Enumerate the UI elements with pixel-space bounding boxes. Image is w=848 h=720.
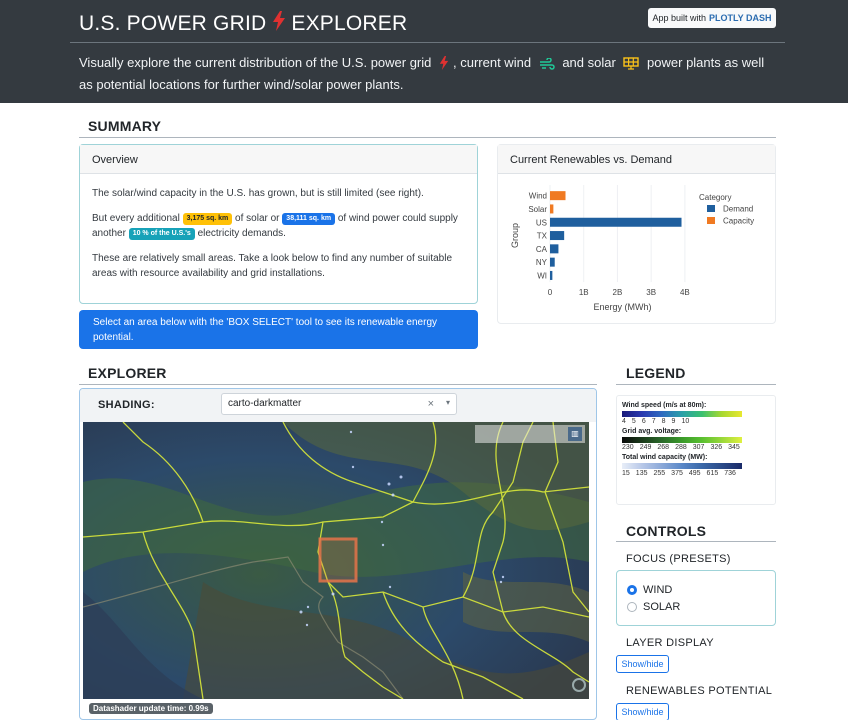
- radio-unselected-icon[interactable]: [627, 602, 637, 612]
- voltage-legend-title: Grid avg. voltage:: [622, 428, 682, 435]
- focus-option-solar[interactable]: [627, 598, 765, 615]
- p2-text-c: of wind power could supply another: [92, 213, 458, 239]
- p2-text-b: of solar or: [235, 213, 280, 224]
- chart-x-tick-label: 1B: [578, 288, 589, 298]
- voltage-tick: 307: [692, 444, 705, 451]
- wind-capacity-ticks: [622, 470, 770, 477]
- renewables-potential-toggle-button[interactable]: Show/hide: [616, 703, 669, 720]
- wind-capacity-legend-title: Total wind capacity (MW):: [622, 454, 708, 461]
- wind-speed-tick: 9: [671, 418, 676, 425]
- app-title-text: U.S. POWER GRID: [79, 12, 267, 35]
- shading-select-value: carto-darkmatter: [228, 398, 302, 409]
- lightning-bolt-icon: [272, 11, 286, 37]
- wind-icon: [539, 56, 555, 75]
- wind-speed-tick: 8: [661, 418, 666, 425]
- legend-heading: LEGEND: [626, 365, 686, 381]
- explorer-divider: [79, 384, 597, 385]
- chevron-down-icon[interactable]: ▾: [445, 398, 450, 407]
- layer-display-toggle-button[interactable]: Show/hide: [616, 655, 669, 673]
- renewables-chart-card: [497, 144, 776, 324]
- overview-paragraph-3: These are relatively small areas. Take a look below to find any number of suitable areas with resource availability and grid installations.: [92, 253, 453, 279]
- chart-y-tick-label: Solar: [528, 204, 547, 214]
- summary-divider: [79, 137, 776, 138]
- focus-presets-group: [616, 570, 776, 626]
- chart-legend-label: Capacity: [723, 216, 755, 226]
- chart-y-tick-label: Wind: [528, 191, 547, 201]
- legend-divider: [616, 384, 776, 385]
- chart-y-tick-label: CA: [535, 244, 547, 254]
- p2-text-a: But every additional: [92, 213, 180, 224]
- chart-x-tick-label: 2B: [612, 288, 623, 298]
- renewables-potential-label: RENEWABLES POTENTIAL: [626, 685, 773, 697]
- chart-x-tick-label: 4B: [679, 288, 690, 298]
- wind-capacity-tick: 615: [706, 470, 719, 477]
- shading-select[interactable]: [221, 393, 457, 415]
- voltage-tick: 288: [675, 444, 687, 451]
- chart-bar: [550, 231, 564, 240]
- wind-capacity-tick: 375: [671, 470, 683, 477]
- datashader-time-badge: Datashader update time: 0.99s: [89, 703, 213, 714]
- focus-option-wind-label: WIND: [643, 583, 673, 596]
- renewables-chart-title: Current Renewables vs. Demand: [498, 145, 775, 174]
- chart-y-tick-label: TX: [536, 231, 547, 241]
- voltage-colorbar: [622, 437, 742, 443]
- app-title: [79, 11, 407, 37]
- wind-capacity-tick: 15: [622, 470, 630, 477]
- chart-legend-swatch: [707, 217, 715, 224]
- solar-panel-icon: [623, 56, 639, 75]
- focus-option-wind[interactable]: [627, 581, 765, 598]
- intro-part-2: , current wind: [453, 55, 532, 70]
- wind-speed-tick: 6: [641, 418, 646, 425]
- solar-area-badge: 3,175 sq. km: [183, 213, 233, 225]
- app-header: [0, 0, 848, 103]
- wind-capacity-tick: 495: [688, 470, 701, 477]
- plotly-logo-icon[interactable]: ▥: [568, 427, 582, 441]
- chart-x-tick-label: 3B: [646, 288, 657, 298]
- map-view[interactable]: [83, 422, 589, 699]
- intro-part-4: power plants as well as potential locations for further wind/solar power plants.: [79, 55, 765, 92]
- box-select-alert: Select an area below with the 'BOX SELECT' tool to see its renewable energy potential.: [79, 310, 478, 349]
- chart-bar: [550, 218, 682, 227]
- intro-part-1: Visually explore the current distribution of the U.S. power grid: [79, 55, 432, 70]
- wind-capacity-tick: 135: [635, 470, 648, 477]
- lightning-bolt-icon: [439, 56, 449, 75]
- wind-speed-tick: 10: [681, 418, 690, 425]
- chart-bar: [550, 204, 553, 213]
- clear-icon[interactable]: ×: [427, 398, 434, 410]
- voltage-tick: 249: [639, 444, 652, 451]
- chart-legend-title: Category: [699, 193, 732, 202]
- voltage-tick: 230: [622, 444, 634, 451]
- wind-capacity-tick: 736: [724, 470, 736, 477]
- renewables-bar-chart[interactable]: [498, 174, 775, 324]
- map-canvas[interactable]: [83, 422, 589, 699]
- wind-capacity-tick: 255: [653, 470, 666, 477]
- chart-bar: [550, 258, 555, 267]
- focus-presets-label: FOCUS (PRESETS): [626, 553, 731, 565]
- wind-speed-tick: 7: [651, 418, 656, 425]
- chart-y-axis-title: Group: [510, 223, 520, 249]
- shading-row: [80, 389, 597, 422]
- controls-heading: CONTROLS: [626, 523, 707, 539]
- voltage-tick: 326: [710, 444, 723, 451]
- chart-x-tick-label: 0: [547, 288, 553, 298]
- shading-label: SHADING:: [98, 399, 155, 411]
- voltage-tick: 345: [728, 444, 740, 451]
- voltage-ticks: [622, 444, 770, 451]
- wind-area-badge: 38,111 sq. km: [282, 213, 335, 225]
- built-with-brand: PLOTLY DASH: [709, 13, 772, 23]
- map-modebar[interactable]: [475, 425, 585, 443]
- explorer-heading: EXPLORER: [88, 365, 167, 381]
- header-divider: [70, 42, 785, 43]
- overview-paragraph-1: The solar/wind capacity in the U.S. has grown, but is still limited (see right).: [92, 188, 424, 199]
- voltage-tick: 268: [657, 444, 670, 451]
- p2-text-d: electricity demands.: [197, 228, 286, 239]
- wind-speed-tick: 5: [631, 418, 636, 425]
- wind-capacity-colorbar: [622, 463, 742, 469]
- chart-y-tick-label: WI: [537, 271, 547, 281]
- chart-bar: [550, 244, 558, 253]
- app-title-suffix: EXPLORER: [291, 12, 408, 35]
- radio-selected-icon[interactable]: [627, 585, 637, 595]
- chart-bar: [550, 191, 566, 200]
- focus-option-solar-label: SOLAR: [643, 600, 681, 613]
- summary-heading: SUMMARY: [88, 118, 162, 134]
- wind-speed-ticks: [622, 418, 770, 425]
- chart-legend-label: Demand: [723, 204, 754, 214]
- built-with-label: App built with: [652, 13, 706, 23]
- overview-paragraph-2: [92, 211, 465, 241]
- built-with-dash-button[interactable]: [648, 8, 776, 28]
- overview-card: [79, 144, 478, 304]
- explorer-card: [79, 388, 597, 720]
- controls-divider: [616, 541, 776, 542]
- intro-text: [79, 53, 779, 94]
- chart-bar: [550, 271, 552, 280]
- chart-x-axis-title: Energy (MWh): [593, 302, 652, 313]
- chart-y-tick-label: US: [535, 218, 547, 228]
- overview-card-body: [80, 174, 477, 303]
- overview-card-title: Overview: [80, 145, 477, 174]
- legend-panel: [616, 395, 776, 505]
- layer-display-label: LAYER DISPLAY: [626, 637, 714, 649]
- wind-speed-tick: 4: [622, 418, 626, 425]
- intro-part-3: and solar: [562, 55, 616, 70]
- chart-y-tick-label: NY: [535, 258, 547, 268]
- wind-speed-colorbar: [622, 411, 742, 417]
- chart-legend-swatch: [707, 205, 715, 212]
- wind-speed-legend-title: Wind speed (m/s at 80m):: [622, 402, 707, 409]
- demand-percent-badge: 10 % of the U.S.'s: [129, 228, 195, 240]
